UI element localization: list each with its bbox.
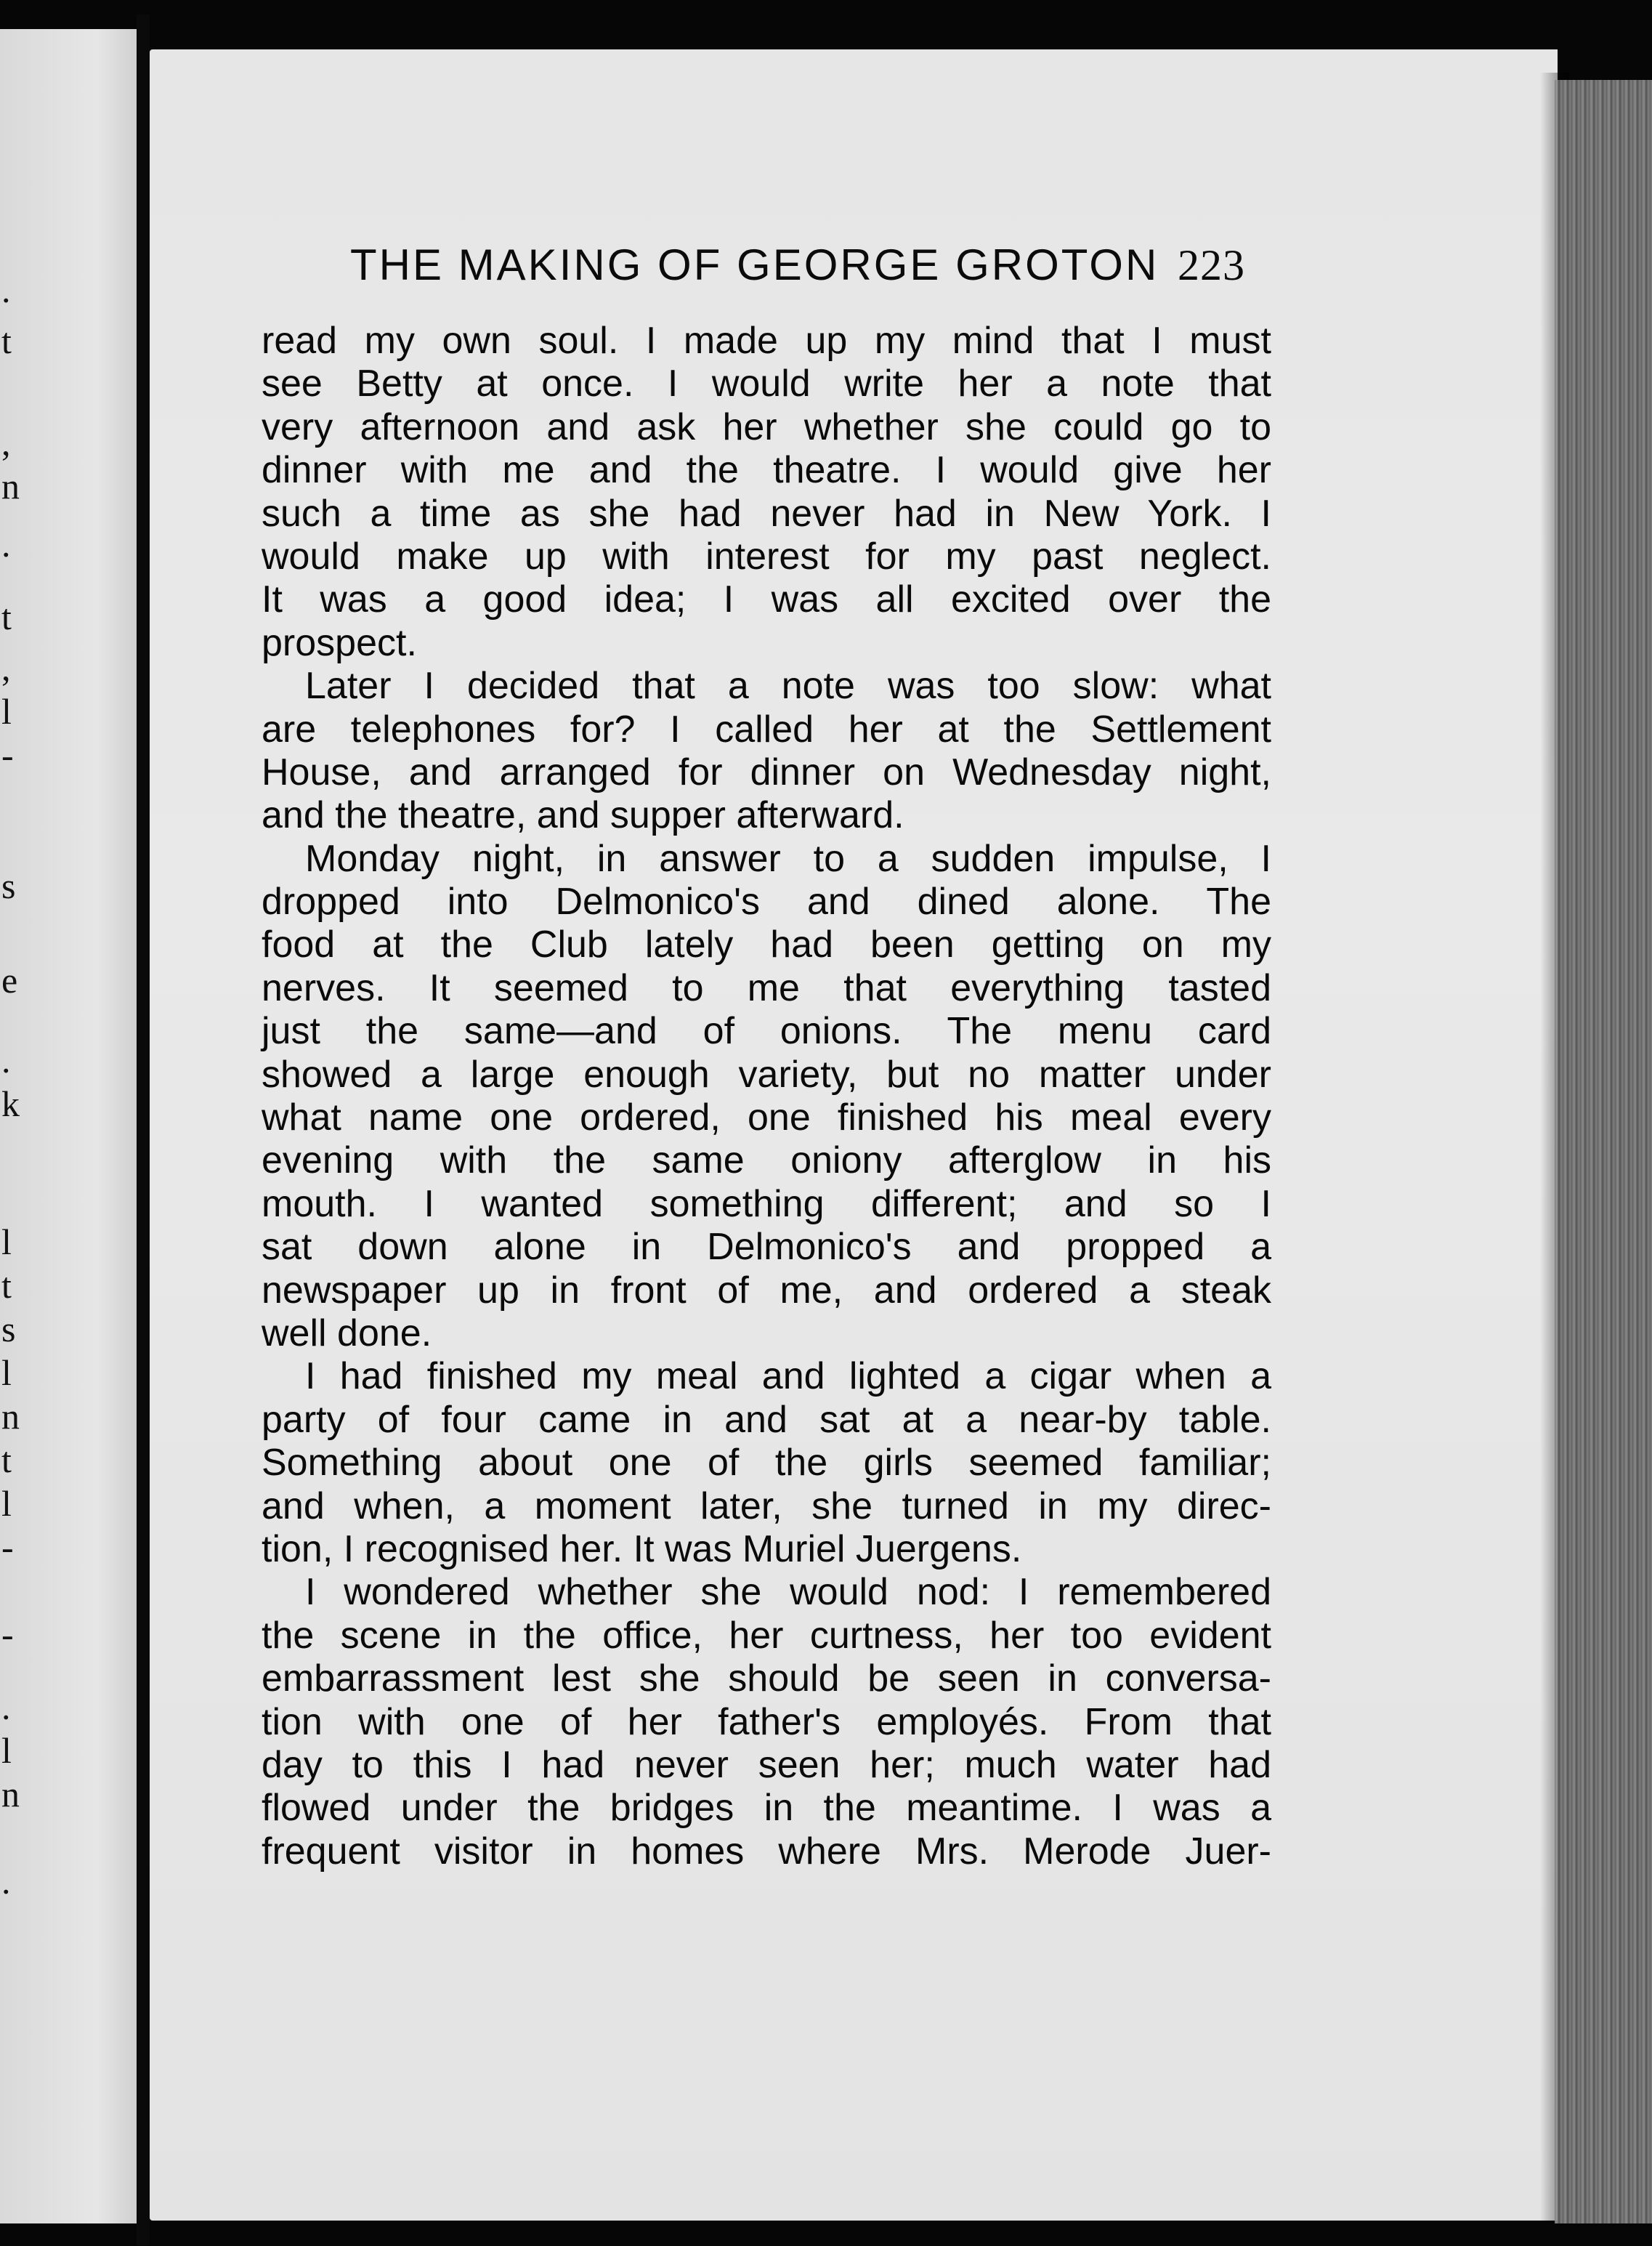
text-line: read my own soul. I made up my mind that I must (262, 320, 1271, 362)
text-line: and the theatre, and supper afterward. (262, 794, 904, 837)
book-gutter (137, 15, 150, 2245)
margin-fragment: l (1, 1483, 12, 1524)
margin-fragment: - (1, 1614, 14, 1655)
page-number: 223 (1177, 241, 1245, 289)
text-line: and when, a moment later, she turned in my direc- (262, 1484, 1271, 1527)
text-line: very afternoon and ask her whether she could go to (262, 405, 1271, 448)
body-text (262, 320, 1271, 1873)
margin-fragment: . (1, 1686, 11, 1727)
text-line: day to this I had never seen her; much water had (262, 1743, 1271, 1786)
margin-fragment: . (1, 524, 11, 565)
text-line: prospect. (262, 621, 417, 664)
book-fore-edge (1555, 80, 1652, 2223)
text-line: well done. (262, 1312, 432, 1354)
margin-fragment: e (1, 960, 18, 1001)
facing-page-margin-text (0, 29, 22, 2223)
margin-fragment: , (1, 647, 11, 688)
text-line: just the same—and of onions. The menu card (262, 1010, 1271, 1053)
text-line: sat down alone in Delmonico's and propped a (262, 1226, 1271, 1269)
text-line: tion with one of her father's employés. From that (262, 1700, 1271, 1743)
margin-fragment: t (1, 597, 12, 637)
text-line: It was a good idea; I was all excited over the (262, 578, 1271, 621)
text-line: see Betty at once. I would write her a note that (262, 363, 1271, 405)
margin-fragment: t (1, 1439, 12, 1480)
text-line: evening with the same oniony afterglow in his (262, 1139, 1271, 1182)
margin-fragment: t (1, 320, 12, 361)
text-line: what name one ordered, one finished his meal every (262, 1096, 1271, 1139)
margin-fragment: . (1, 1861, 11, 1902)
margin-fragment: s (1, 865, 16, 906)
margin-fragment: . (1, 270, 11, 310)
margin-fragment: s (1, 1309, 16, 1349)
text-line: I had finished my meal and lighted a cigar when a (305, 1355, 1271, 1398)
running-head-title: THE MAKING OF GEORGE GROTON (350, 241, 1159, 289)
margin-fragment: l (1, 1221, 12, 1262)
text-line: Later I decided that a note was too slow: what (305, 665, 1271, 708)
text-line: Something about one of the girls seemed familiar; (262, 1442, 1271, 1484)
text-line: such a time as she had never had in New York. I (262, 492, 1271, 535)
facing-page-edge (0, 29, 138, 2223)
text-line: newspaper up in front of me, and ordered a steak (262, 1269, 1271, 1312)
text-line: dinner with me and the theatre. I would give her (262, 449, 1271, 492)
text-line: Monday night, in answer to a sudden impulse, I (305, 837, 1271, 880)
text-line: dropped into Delmonico's and dined alone. The (262, 881, 1271, 924)
margin-fragment: k (1, 1083, 20, 1124)
margin-fragment: l (1, 1730, 12, 1771)
margin-fragment: l (1, 691, 12, 732)
text-line: food at the Club lately had been getting on my (262, 924, 1271, 966)
text-line: tion, I recognised her. It was Muriel Juergens. (262, 1527, 1022, 1570)
margin-fragment: n (1, 1396, 20, 1437)
text-line: House, and arranged for dinner on Wednesday night, (262, 751, 1271, 793)
text-line: embarrassment lest she should be seen in conversa- (262, 1657, 1271, 1700)
text-line: are telephones for? I called her at the Settlement (262, 708, 1271, 751)
margin-fragment: l (1, 1352, 12, 1393)
margin-fragment: n (1, 466, 20, 506)
text-line: mouth. I wanted something different; and so I (262, 1182, 1271, 1225)
text-line: I wondered whether she would nod: I remembered (305, 1571, 1271, 1614)
text-line: flowed under the bridges in the meantime. I was a (262, 1787, 1271, 1830)
text-line: showed a large enough variety, but no matter under (262, 1053, 1271, 1096)
running-head (350, 240, 1287, 291)
text-line: would make up with interest for my past neglect. (262, 535, 1271, 578)
text-line: nerves. It seemed to me that everything tasted (262, 966, 1271, 1009)
margin-fragment: t (1, 1265, 12, 1306)
text-line: the scene in the office, her curtness, her too evident (262, 1614, 1271, 1657)
text-line: party of four came in and sat at a near-by table. (262, 1398, 1271, 1441)
margin-fragment: - (1, 1527, 14, 1567)
margin-fragment: n (1, 1774, 20, 1814)
margin-fragment: . (1, 1040, 11, 1080)
margin-fragment: - (1, 735, 14, 775)
text-line: frequent visitor in homes where Mrs. Merode Juer- (262, 1830, 1271, 1873)
margin-fragment: , (1, 422, 11, 463)
